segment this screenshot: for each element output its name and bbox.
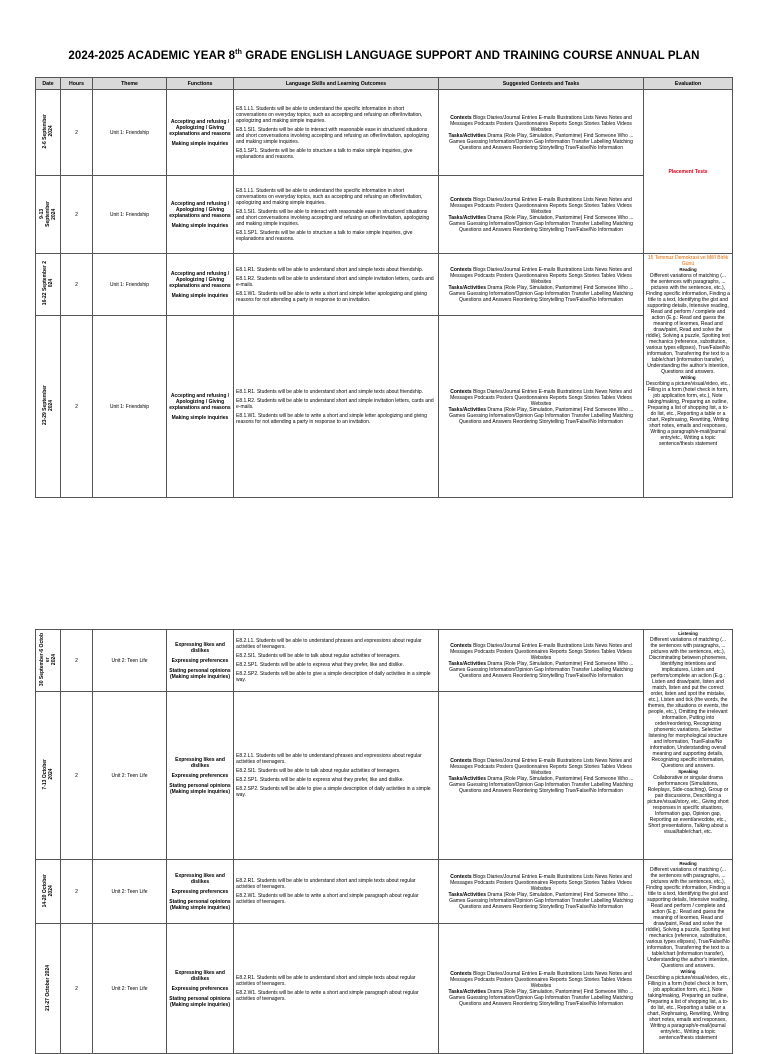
header-hours: Hours xyxy=(61,78,93,90)
skills-cell: E8.1.R1. Students will be able to understand short and simple texts about friendship. E8.1.R2. Students will be able to understand short and simple invitation letters, cards and e-mails. E8.1.W1. Students will be able to write a short and simple letter apologizing and giving reasons for not attending a party in response to an invitation. xyxy=(234,254,439,316)
evaluation-cell: Listening Different variations of matching (... the sentences with paragraphs, ... pictures with the sentences, etc.), Discriminating between phonemes, Identifying intentions and implicatures, Listen and perform/complete an action (E.g.: Listen and draw/paint, listen and match, listen and put the correct order, listen and spot the mistake, etc.), Listen and tick (the words, the themes, the situations or events, the people, etc.), Omitting the irrelevant information, Putting into order/reordering, Recognizing phonemic variations, Selective listening for morphological structure and information, True/False/No information, Understanding overall meaning and supporting details, Recognizing specific information, Questions and answers. Speaking Collaborative or singular drama performances (Simulations, Roleplays, Side-coaching), Group or pair discussions, Describing a picture/visual/story, etc., Giving short responses in specific situations, Information gap, Opinion gap, Reporting an event/anecdote, etc., Short presentations, Talking about a visual/table/chart, etc. xyxy=(644,630,733,860)
header-skills: Language Skills and Learning Outcomes xyxy=(234,78,439,90)
date-cell: 14-20 October 2024 xyxy=(36,860,61,924)
contexts-cell: Contexts Blogs Diaries/Journal Entries E-mails Illustrations Lists News Notes and Messages Podcasts Posters Questionnaires Reports Songs Stories Tables Videos Websites Tasks/Activities Drama (Role Play, Simulation, Pantomime) Find Someone Who ... Games Guessing Information/Opinion Gap Information Transfer Labelling Matching Questions and Answers Reordering Storytelling True/False/No Information xyxy=(439,254,644,316)
contexts-cell: Contexts Blogs Diaries/Journal Entries E-mails Illustrations Lists News Notes and Messages Podcasts Posters Questionnaires Reports Songs Stories Tables Videos Websites Tasks/Activities Drama (Role Play, Simulation, Pantomime) Find Someone Who ... Games Guessing Information/Opinion Gap Information Transfer Labelling Matching Questions and Answers Reordering Storytelling True/False/No Information xyxy=(439,860,644,924)
table-row xyxy=(36,860,733,924)
contexts-cell: Contexts Blogs Diaries/Journal Entries E-mails Illustrations Lists News Notes and Messages Podcasts Posters Questionnaires Reports Songs Stories Tables Videos Websites Tasks/Activities Drama (Role Play, Simulation, Pantomime) Find Someone Who ... Games Guessing Information/Opinion Gap Information Transfer Labelling Matching Questions and Answers Reordering Storytelling True/False/No Information xyxy=(439,176,644,254)
header-contexts: Suggested Contexts and Tasks xyxy=(439,78,644,90)
democracy-day-note: 15 Temmuz Demokrasi ve Millî Birlik Günü xyxy=(647,255,729,267)
contexts-cell: Contexts Blogs Diaries/Journal Entries E-mails Illustrations Lists News Notes and Messages Podcasts Posters Questionnaires Reports Songs Stories Tables Videos Websites Tasks/Activities Drama (Role Play, Simulation, Pantomime) Find Someone Who ... Games Guessing Information/Opinion Gap Information Transfer Labelling Matching Questions and Answers Reordering Storytelling True/False/No Information xyxy=(439,316,644,498)
annual-plan-table-2 xyxy=(35,629,733,1054)
theme-cell: Unit 2: Teen Life xyxy=(93,630,167,692)
table-row xyxy=(36,630,733,692)
table-row xyxy=(36,90,733,176)
functions-cell: Expressing likes and dislikes Expressing preferences Stating personal opinions (Making simple inquiries) xyxy=(167,692,234,860)
date-cell: 23-29 September 2024 xyxy=(36,316,61,498)
evaluation-cell xyxy=(644,90,733,254)
header-theme: Theme xyxy=(93,78,167,90)
theme-cell: Unit 2: Teen Life xyxy=(93,924,167,1054)
theme-cell: Unit 1: Friendship xyxy=(93,316,167,498)
header-date: Date xyxy=(36,78,61,90)
functions-cell: Expressing likes and dislikes Expressing preferences Stating personal opinions (Making simple inquiries) xyxy=(167,924,234,1054)
skills-cell: E8.2.L1. Students will be able to understand phrases and expressions about regular activities of teenagers. E8.2.SI1. Students will be able to talk about regular activities of teenagers. E8.2.SP1. Students will be able to express what they prefer, like and dislike. E8.2.SP2. Students will be able to give a simple description of daily activities in a simple way. xyxy=(234,630,439,692)
functions-cell: Accepting and refusing / Apologizing / Giving explanations and reasons Making simple inquiries xyxy=(167,176,234,254)
hours-cell: 2 xyxy=(61,692,93,860)
functions-cell: Accepting and refusing / Apologizing / Giving explanations and reasons Making simple inquiries xyxy=(167,90,234,176)
table-row xyxy=(36,254,733,316)
hours-cell: 2 xyxy=(61,630,93,692)
hours-cell: 2 xyxy=(61,924,93,1054)
table-header-row xyxy=(36,78,733,90)
page-title: 2024-2025 ACADEMIC YEAR 8th GRADE ENGLISH LANGUAGE SUPPORT AND TRAINING COURSE ANNUAL PLAN xyxy=(68,49,700,62)
hours-cell: 2 xyxy=(61,90,93,176)
functions-cell: Accepting and refusing / Apologizing / Giving explanations and reasons Making simple inquiries xyxy=(167,316,234,498)
theme-cell: Unit 1: Friendship xyxy=(93,90,167,176)
theme-cell: Unit 2: Teen Life xyxy=(93,860,167,924)
skills-cell: E8.2.R1. Students will be able to understand short and simple texts about regular activities of teenagers. E8.2.W1. Students will be able to write a short and simple paragraph about regular activities of teenagers. xyxy=(234,924,439,1054)
theme-cell: Unit 2: Teen Life xyxy=(93,692,167,860)
date-cell: 16-22 September 2 024 xyxy=(36,254,61,316)
hours-cell: 2 xyxy=(61,254,93,316)
date-cell: 21-27 October 2024 xyxy=(36,924,61,1054)
placement-tests: Placement Tests xyxy=(668,168,708,175)
skills-cell: E8.1.L1. Students will be able to understand the specific information in short conversations on everyday topics, such as accepting and refusing an offer/invitation, apologizing and making simple inquiries. E8.1.SI1. Students will be able to interact with reasonable ease in structured situations and short conversations involving accepting and refusing an offer/invitation, apologizing and making simple inquiries. E8.1.SP1. Students will be able to structure a talk to make simple inquiries, give explanations and reasons. xyxy=(234,176,439,254)
theme-cell: Unit 1: Friendship xyxy=(93,176,167,254)
date-cell: 9-13 September 2024 xyxy=(36,176,61,254)
hours-cell: 2 xyxy=(61,176,93,254)
contexts-cell: Contexts Blogs Diaries/Journal Entries E-mails Illustrations Lists News Notes and Messages Podcasts Posters Questionnaires Reports Songs Stories Tables Videos Websites Tasks/Activities Drama (Role Play, Simulation, Pantomime) Find Someone Who ... Games Guessing Information/Opinion Gap Information Transfer Labelling Matching Questions and Answers Reordering Storytelling True/False/No Information xyxy=(439,90,644,176)
functions-cell: Expressing likes and dislikes Expressing preferences Stating personal opinions (Making simple inquiries) xyxy=(167,860,234,924)
date-cell: 30 September-6 Octob er 2024 xyxy=(36,630,61,692)
date-cell: 7-13 October 2024 xyxy=(36,692,61,860)
header-evaluation: Evaluation xyxy=(644,78,733,90)
annual-plan-table-1 xyxy=(35,77,733,498)
table-row xyxy=(36,924,733,1054)
contexts-cell: Contexts Blogs Diaries/Journal Entries E-mails Illustrations Lists News Notes and Messages Podcasts Posters Questionnaires Reports Songs Stories Tables Videos Websites Tasks/Activities Drama (Role Play, Simulation, Pantomime) Find Someone Who ... Games Guessing Information/Opinion Gap Information Transfer Labelling Matching Questions and Answers Reordering Storytelling True/False/No Information xyxy=(439,924,644,1054)
header-functions: Functions xyxy=(167,78,234,90)
table-row xyxy=(36,692,733,860)
skills-cell: E8.1.L1. Students will be able to understand the specific information in short conversations on everyday topics, such as accepting and refusing an offer/invitation, apologizing and making simple inquiries. E8.1.SI1. Students will be able to interact with reasonable ease in structured situations and short conversations involving accepting and refusing an offer/invitation, apologizing and making simple inquiries. E8.1.SP1. Students will be able to structure a talk to make simple inquiries, give explanations and reasons. xyxy=(234,90,439,176)
table-row xyxy=(36,316,733,498)
contexts-cell: Contexts Blogs Diaries/Journal Entries E-mails Illustrations Lists News Notes and Messages Podcasts Posters Questionnaires Reports Songs Stories Tables Videos Websites Tasks/Activities Drama (Role Play, Simulation, Pantomime) Find Someone Who ... Games Guessing Information/Opinion Gap Information Transfer Labelling Matching Questions and Answers Reordering Storytelling True/False/No Information xyxy=(439,692,644,860)
table-row xyxy=(36,176,733,254)
hours-cell: 2 xyxy=(61,860,93,924)
theme-cell: Unit 1: Friendship xyxy=(93,254,167,316)
functions-cell: Expressing likes and dislikes Expressing preferences Stating personal opinions (Making simple inquiries) xyxy=(167,630,234,692)
evaluation-cell: Reading Different variations of matching (... the sentences with paragraphs, ... pictures with the sentences, etc.), Finding specific information, Finding a title to a text, Identifying the gist and supporting details, Intensive reading, Read and perform / complete and action (E.g.: Read and guess the meaning of lexemes, Read and draw/paint, Read and solve the riddle), Solving a puzzle, Spotting text mechanics (reference, substitution, various types ellipses), True/False/No information, Transferring the text to a table/chart (information transfer), Understanding the author's intention, Questions and answers. Writing Describing a picture/visual/video, etc., Filling in a form (hotel check in form, job application form, etc.), Note taking/making, Preparing an outline, Preparing a list of shopping list, a to-do list, etc., Reporting a table or a chart, Rephrasing, Rewriting, Writing short notes, emails and responses, Writing a paragraph/e-mail/journal entry/etc., Writing a topic sentence/thesis statement xyxy=(644,860,733,1054)
skills-cell: E8.1.R1. Students will be able to understand short and simple texts about friendship. E8.1.R2. Students will be able to understand short and simple invitation letters, cards and e-mails. E8.1.W1. Students will be able to write a short and simple letter apologizing and giving reasons for not attending a party in response to an invitation. xyxy=(234,316,439,498)
functions-cell: Accepting and refusing / Apologizing / Giving explanations and reasons Making simple inquiries xyxy=(167,254,234,316)
contexts-cell: Contexts Blogs Diaries/Journal Entries E-mails Illustrations Lists News Notes and Messages Podcasts Posters Questionnaires Reports Songs Stories Tables Videos Websites Tasks/Activities Drama (Role Play, Simulation, Pantomime) Find Someone Who ... Games Guessing Information/Opinion Gap Information Transfer Labelling Matching Questions and Answers Reordering Storytelling True/False/No Information xyxy=(439,630,644,692)
evaluation-cell: 15 Temmuz Demokrasi ve Millî Birlik Günü Reading Different variations of matching (... the sentences with paragraphs, ... pictures with the sentences, etc.), Finding specific information, Finding a title to a text, Identifying the gist and supporting details, Intensive reading, Read and perform / complete and action (E.g.: Read and guess the meaning of lexemes, Read and draw/paint, Read and solve the riddle), Solving a puzzle, Spotting text mechanics (reference, substitution, various types ellipses), True/False/No information, Transferring the text to a table/chart (information transfer), Understanding the author's intention, Questions and answers. Writing Describing a picture/visual/video, etc., Filling in a form (hotel check in form, job application form, etc.), Note taking/making, Preparing an outline, Preparing a list of shopping list, a to-do list, etc., Reporting a table or a chart, Rephrasing, Rewriting, Writing short notes, emails and responses, Writing a paragraph/e-mail/journal entry/etc., Writing a topic sentence/thesis statement xyxy=(644,254,733,498)
skills-cell: E8.2.L1. Students will be able to understand phrases and expressions about regular activities of teenagers. E8.2.SI1. Students will be able to talk about regular activities of teenagers. E8.2.SP1. Students will be able to express what they prefer, like and dislike. E8.2.SP2. Students will be able to give a simple description of daily activities in a simple way. xyxy=(234,692,439,860)
date-cell: 2-6 September 2024 xyxy=(36,90,61,176)
hours-cell: 2 xyxy=(61,316,93,498)
skills-cell: E8.2.R1. Students will be able to understand short and simple texts about regular activities of teenagers. E8.2.W1. Students will be able to write a short and simple paragraph about regular activities of teenagers. xyxy=(234,860,439,924)
